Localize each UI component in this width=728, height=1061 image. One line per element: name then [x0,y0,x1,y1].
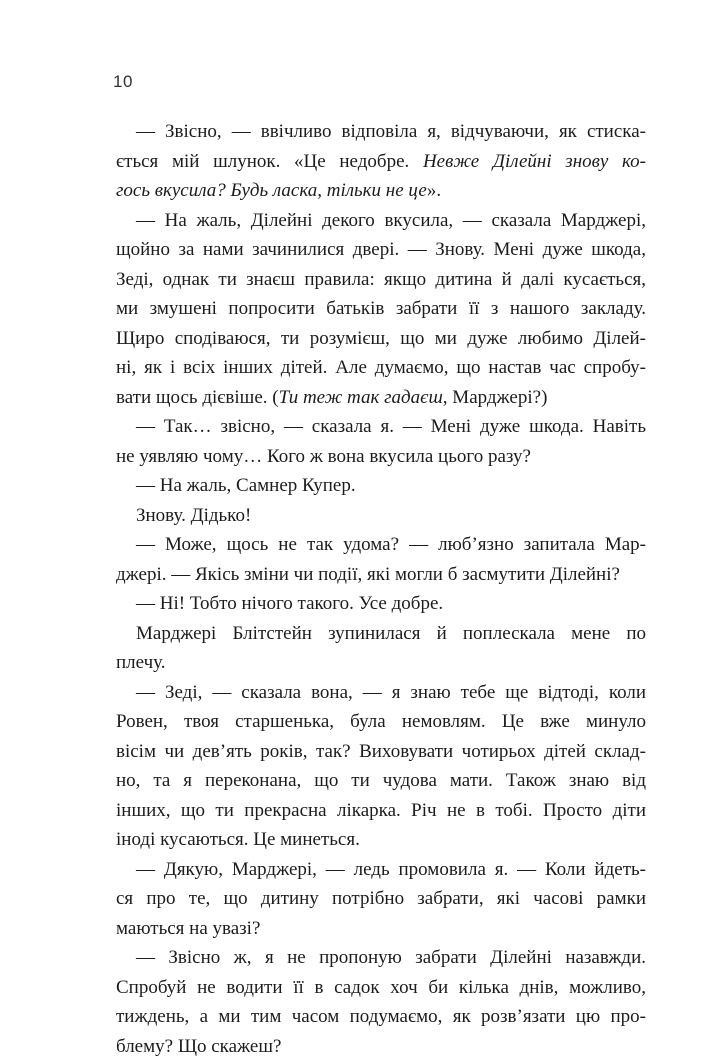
text-line [116,737,646,767]
text-segment: вати щось дієвіше. ( [116,387,279,408]
text-segment: інших, що ти прекрасна лікарка. Річ не в тобі. Просто діти [116,800,646,821]
text-segment: Щиро сподіваюся, ти розумієш, що ми дуже любимо Ділей- [116,328,646,349]
text-segment: — Звісно, — ввічливо відповіла я, відчуваючи, як стиска- [136,121,646,142]
text-segment: — Ні! Тобто нічого такого. Усе добре. [136,593,443,614]
text-line [116,501,646,531]
text-segment: Зеді, однак ти знаєш правила: якщо дитина й далі кусається, [116,269,646,290]
text-segment: Ровен, твоя старшенька, була немовлям. Це вже минуло [116,711,646,732]
text-line [116,471,646,501]
text-line [116,914,646,944]
text-line [116,855,646,885]
text-line [116,383,646,413]
text-segment: Спробуй не водити її в садок хоч би кілька днів, можливо, [116,977,646,998]
text-line [116,796,646,826]
text-line [116,442,646,472]
text-segment: вісім чи дев’ять років, так? Виховувати чотирьох дітей склад- [116,741,646,762]
text-segment: — Зеді, — сказала вона, — я знаю тебе ще відтоді, коли [136,682,646,703]
italic-text: гось вкусила? Будь ласка, тільки не це [116,180,427,201]
text-segment: — На жаль, Самнер Купер. [136,475,356,496]
text-segment: ми змушені попросити батьків забрати її з нашого закладу. [116,298,646,319]
text-segment: блему? Що скажеш? [116,1036,281,1057]
text-segment: — Може, щось не так удома? — люб’язно запитала Мар- [136,534,646,555]
text-line [116,825,646,855]
text-segment: Марджері Блітстейн зупинилася й поплескала мене по [136,623,646,644]
page-number: 10 [113,72,133,92]
text-segment: ні, як і всіх інших дітей. Але думаємо, що настав час спробу- [116,357,646,378]
text-segment: маються на увазі? [116,918,260,939]
text-line [116,707,646,737]
text-line [116,619,646,649]
text-segment: ється мій шлунок. «Це недобре. [116,151,423,172]
text-line [116,206,646,236]
text-line [116,235,646,265]
text-line [116,589,646,619]
text-line [116,884,646,914]
italic-text: Невже Ділейні знову ко- [423,151,646,172]
text-segment: , Марджері?) [443,387,548,408]
text-segment: ся про те, що дитину потрібно забрати, які часові рамки [116,888,646,909]
text-segment: тиждень, а ми тим часом подумаємо, як розв’язати цю про- [116,1006,646,1027]
text-line [116,766,646,796]
text-line [116,353,646,383]
text-segment: ». [427,180,441,201]
text-line [116,265,646,295]
text-segment: — Дякую, Марджері, — ледь промовила я. — Коли йдеть- [136,859,646,880]
text-segment: щойно за нами зачинилися двері. — Знову. Мені дуже шкода, [116,239,646,260]
text-segment: — Так… звісно, — сказала я. — Мені дуже шкода. Навіть [136,416,646,437]
text-line [116,294,646,324]
text-segment: Знову. Дідько! [136,505,251,526]
text-segment: — Звісно ж, я не пропоную забрати Ділейні назавжди. [136,947,646,968]
text-line [116,678,646,708]
text-line [116,973,646,1003]
text-line [116,412,646,442]
text-segment: джері. — Якісь зміни чи події, які могли б засмутити Ділейні? [116,564,620,585]
italic-text: Ти теж так гадаєш [279,387,443,408]
text-segment: плечу. [116,652,166,673]
text-segment: но, та я переконана, що ти чудова мати. Також знаю від [116,770,646,791]
text-line [116,117,646,147]
text-line [116,943,646,973]
text-segment: не уявляю чому… Кого ж вона вкусила цього разу? [116,446,531,467]
text-line [116,147,646,177]
text-line [116,1002,646,1032]
text-line [116,176,646,206]
body-text [116,117,646,1061]
text-line [116,1032,646,1061]
text-line [116,324,646,354]
text-segment: — На жаль, Ділейні декого вкусила, — сказала Марджері, [136,210,646,231]
text-line [116,560,646,590]
text-line [116,648,646,678]
text-segment: іноді кусаються. Це минеться. [116,829,360,850]
text-line [116,530,646,560]
